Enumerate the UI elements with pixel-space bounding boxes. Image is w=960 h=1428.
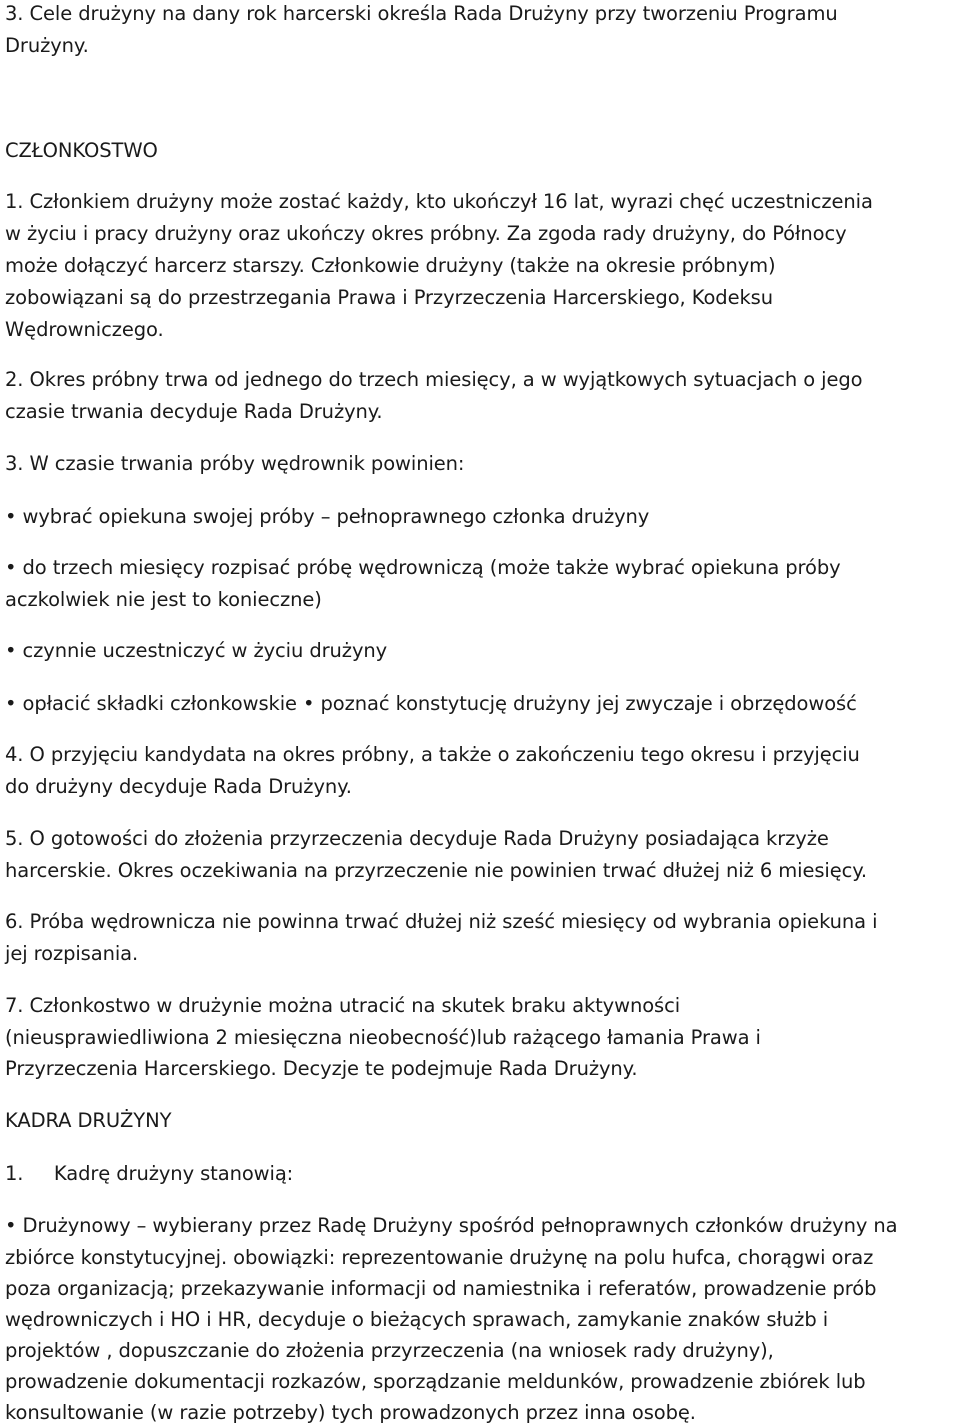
text-line: do drużyny decyduje Rada Drużyny. [5,775,352,798]
text-line: projektów , dopuszczanie do złożenia przyrzeczenia (na wniosek rady drużyny), [5,1339,774,1362]
text-line: jej rozpisania. [5,942,139,965]
text-line: Wędrowniczego. [5,318,164,341]
text-line: 4. O przyjęciu kandydata na okres próbny, a także o zakończeniu tego okresu i przyjęciu [5,743,860,766]
text-line: może dołączyć harcerz starszy. Członkowie drużyny (także na okresie próbnym) [5,254,776,277]
section-heading-membership: CZŁONKOSTWO [5,139,158,162]
text-line: harcerskie. Okres oczekiwania na przyrzeczenie nie powinien trwać dłużej niż 6 miesięcy. [5,859,868,882]
text-line: 7. Członkostwo w drużynie można utracić na skutek braku aktywności [5,994,681,1017]
text-line: Przyrzeczenia Harcerskiego. Decyzje te podejmuje Rada Drużyny. [5,1057,638,1080]
section-heading-staff: KADRA DRUŻYNY [5,1109,172,1132]
text-line: zobowiązani są do przestrzegania Prawa i Przyrzeczenia Harcerskiego, Kodeksu [5,286,773,309]
bullet-item: • opłacić składki członkowskie • poznać konstytucję drużyny jej zwyczaje i obrzędowość [5,692,857,715]
text-line: aczkolwiek nie jest to konieczne) [5,588,322,611]
text-line: w życiu i pracy drużyny oraz ukończy okres próbny. Za zgoda rady drużyny, do Północy [5,222,847,245]
text-line: wędrowniczych i HO i HR, decyduje o bieżących sprawach, zamykanie znaków służb i [5,1308,829,1331]
text-line: 3. W czasie trwania próby wędrownik powinien: [5,452,465,475]
text-line: 1. Członkiem drużyny może zostać każdy, kto ukończył 16 lat, wyrazi chęć uczestniczenia [5,190,873,213]
text-line: czasie trwania decyduje Rada Drużyny. [5,400,383,423]
text-line: 5. O gotowości do złożenia przyrzeczenia decyduje Rada Drużyny posiadająca krzyże [5,827,829,850]
text-line: konsultowanie (w razie potrzeby) tych prowadzonych przez inna osobę. [5,1401,696,1424]
bullet-item: • wybrać opiekuna swojej próby – pełnoprawnego członka drużyny [5,505,650,528]
text-line: (nieusprawiedliwiona 2 miesięczna nieobecność)lub rażącego łamania Prawa i [5,1026,761,1049]
bullet-item: • Drużynowy – wybierany przez Radę Drużyny spośród pełnoprawnych członków drużyny na [5,1214,898,1237]
bullet-item: • czynnie uczestniczyć w życiu drużyny [5,639,388,662]
text-line: 2. Okres próbny trwa od jednego do trzech miesięcy, a w wyjątkowych sytuacjach o jego [5,368,863,391]
text-line: 3. Cele drużyny na dany rok harcerski określa Rada Drużyny przy tworzeniu Programu [5,2,838,25]
text-line: 1. Kadrę drużyny stanowią: [5,1162,294,1185]
text-line: Drużyny. [5,34,89,57]
text-line: prowadzenie dokumentacji rozkazów, sporządzanie meldunków, prowadzenie zbiórek lub [5,1370,866,1393]
text-line: poza organizacją; przekazywanie informacji od namiestnika i referatów, prowadzenie prób [5,1277,877,1300]
bullet-item: • do trzech miesięcy rozpisać próbę wędrowniczą (może także wybrać opiekuna próby [5,556,841,579]
text-line: zbiórce konstytucyjnej. obowiązki: reprezentowanie drużynę na polu hufca, chorągwi oraz [5,1246,874,1269]
text-line: 6. Próba wędrownicza nie powinna trwać dłużej niż sześć miesięcy od wybrania opiekuna i [5,910,878,933]
